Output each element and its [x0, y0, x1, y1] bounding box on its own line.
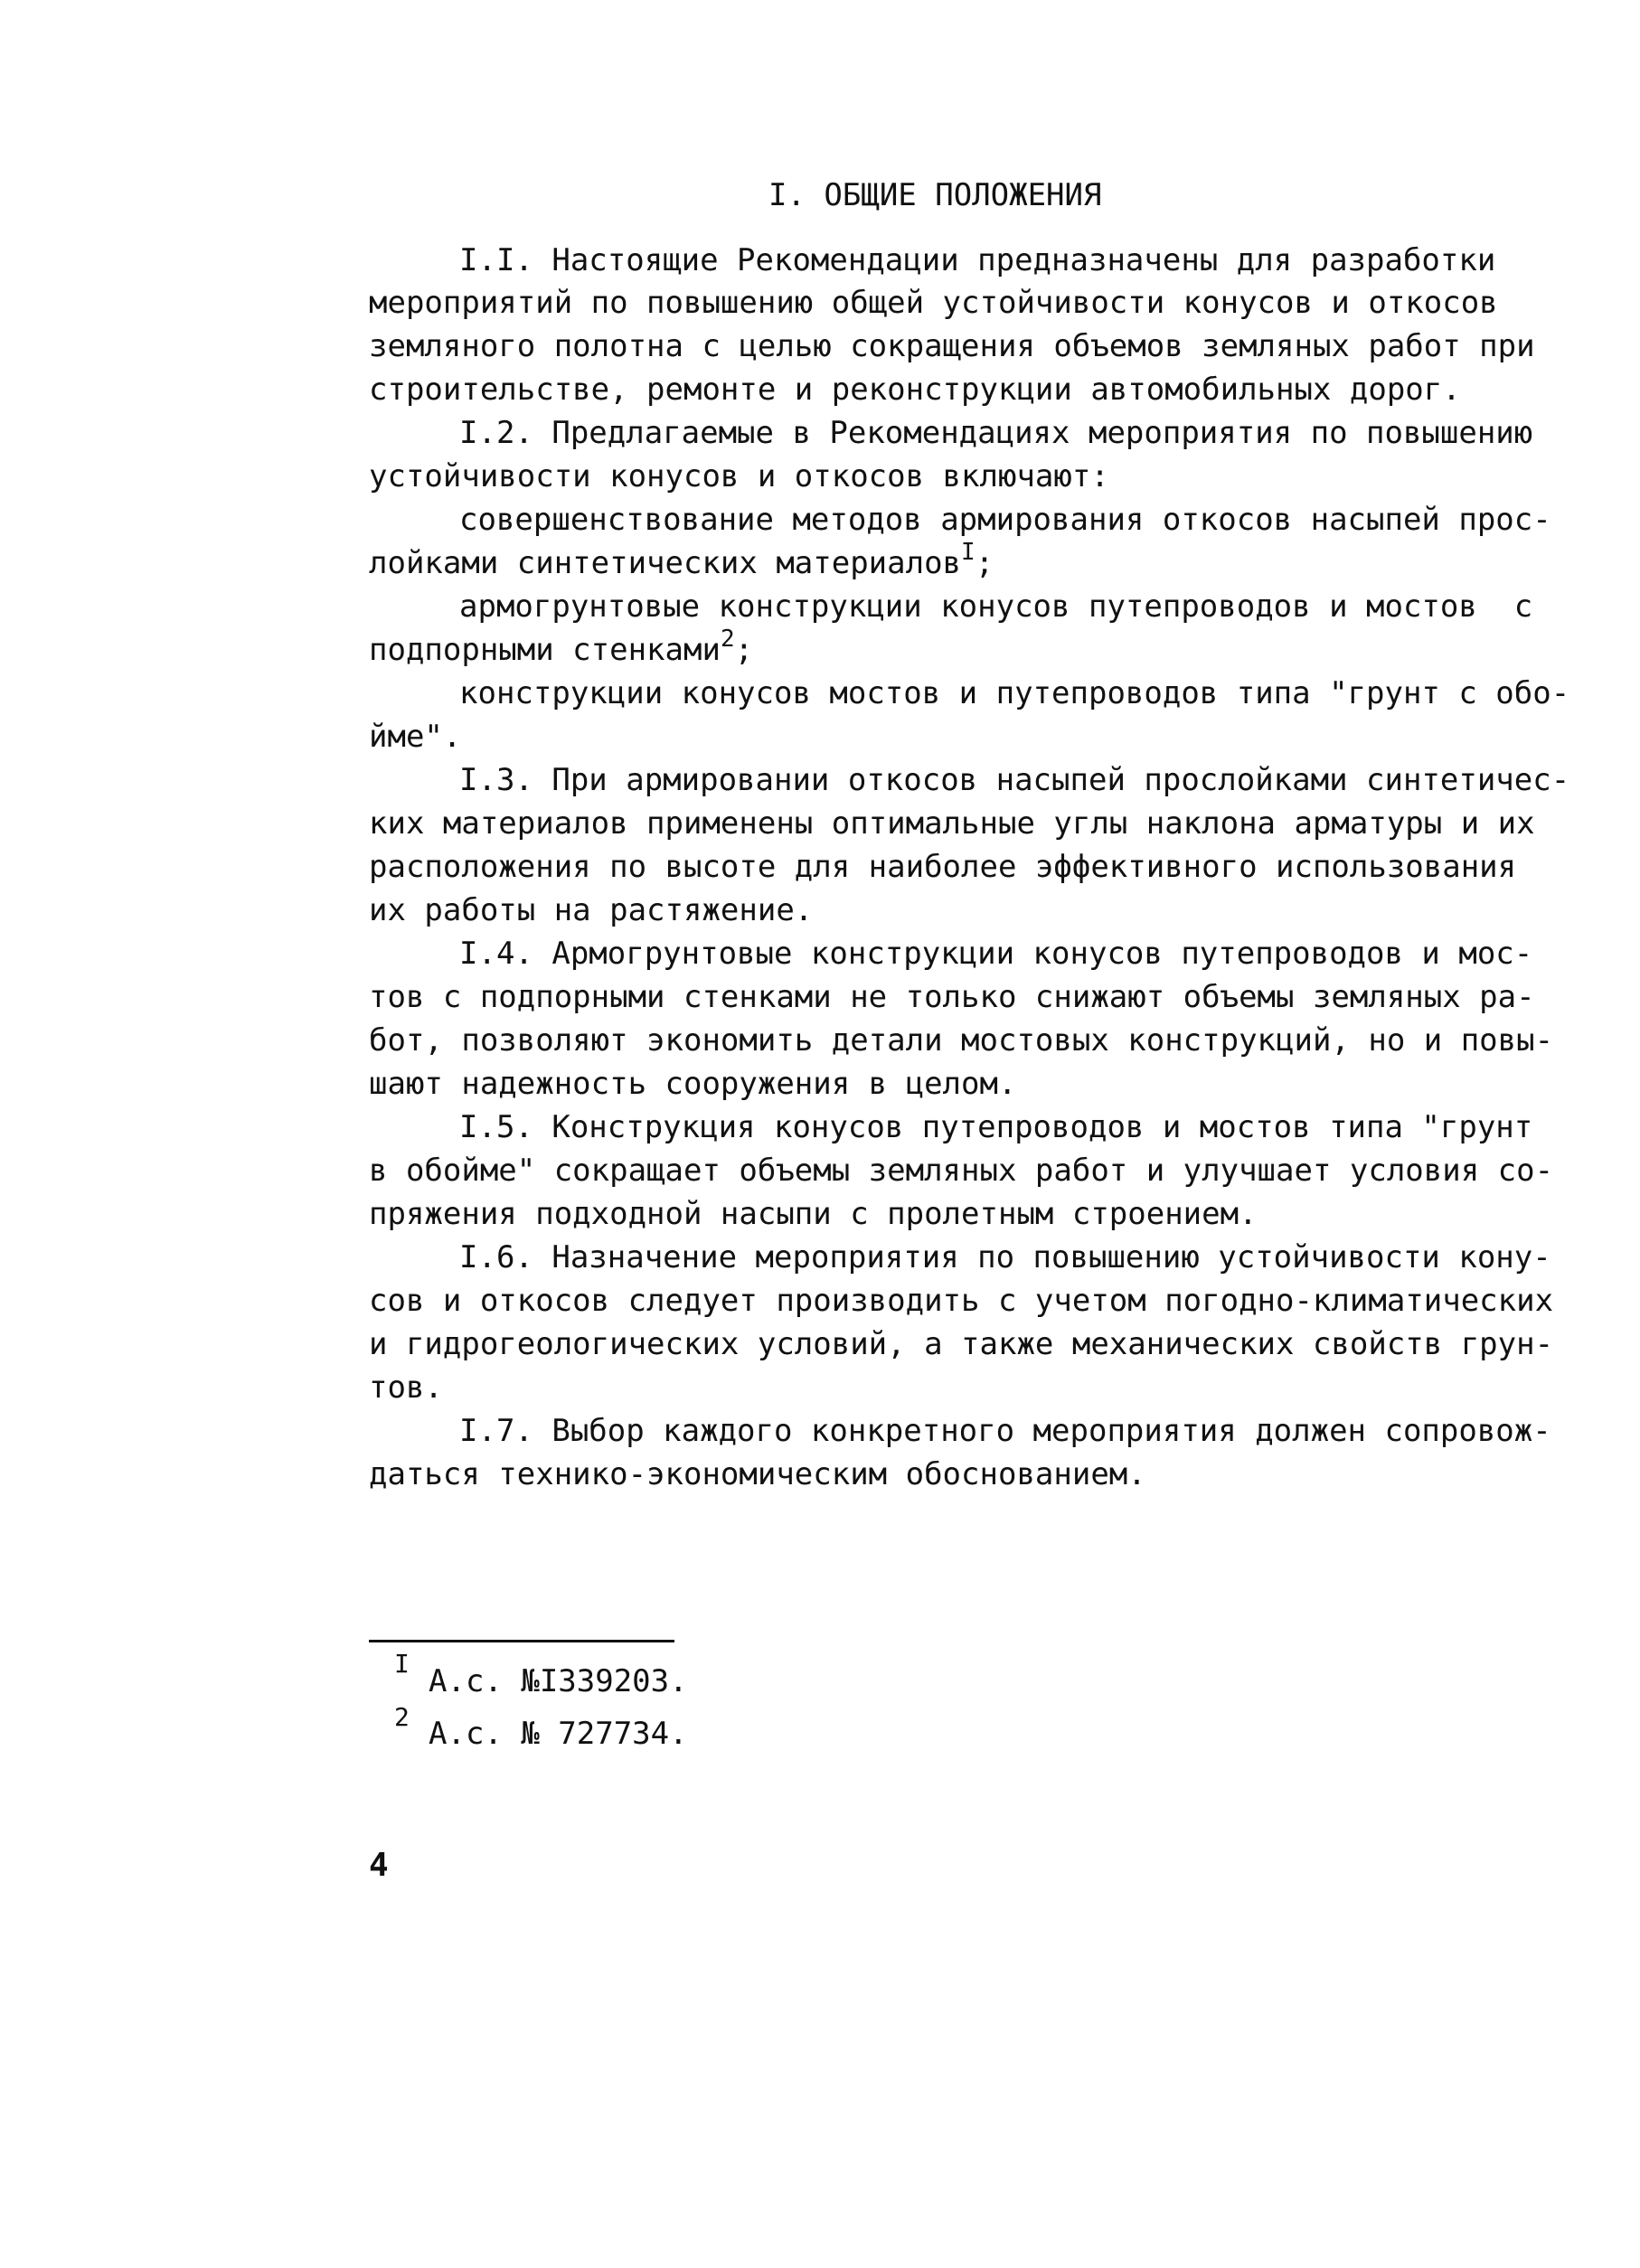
paragraph-1-7-line: даться технико-экономическим обоснованием.: [369, 1456, 1146, 1492]
footnote-divider: [369, 1640, 674, 1642]
list-item-3-line: йме".: [369, 719, 462, 755]
list-item-1-tail: ;: [975, 545, 994, 581]
paragraph-1-2-line: устойчивости конусов и откосов включают:: [369, 458, 1109, 494]
paragraph-1-3-line: их работы на растяжение.: [369, 892, 814, 928]
paragraph-1-2-line: I.2. Предлагаемые в Рекомендациях мероприятия по повышению: [459, 415, 1533, 451]
footnote-2-text: А.с. № 727734.: [429, 1716, 688, 1752]
paragraph-1-6-line: тов.: [369, 1369, 443, 1406]
paragraph-1-4-line: бот, позволяют экономить детали мостовых конструкций, но и повы-: [369, 1022, 1554, 1059]
paragraph-1-4-line: I.4. Армогрунтовые конструкции конусов путепроводов и мос-: [459, 936, 1533, 972]
paragraph-1-3-line: ких материалов применены оптимальные углы наклона арматуры и их: [369, 805, 1535, 842]
footnote-2-mark: 2: [394, 1702, 410, 1732]
footnote-1-mark: I: [394, 1649, 410, 1679]
list-item-1-line: совершенствование методов армирования откосов насыпей прос-: [459, 502, 1551, 538]
section-title: I. ОБЩИЕ ПОЛОЖЕНИЯ: [768, 177, 1102, 213]
paragraph-1-5-line: пряжения подходной насыпи с пролетным строением.: [369, 1196, 1258, 1232]
paragraph-1-1-line: мероприятий по повышению общей устойчивости конусов и откосов: [369, 285, 1498, 321]
paragraph-1-5-line: в обойме" сокращает объемы земляных работ и улучшает условия со-: [369, 1153, 1554, 1189]
paragraph-1-6-line: I.6. Назначение мероприятия по повышению устойчивости кону-: [459, 1239, 1551, 1275]
footnote-ref-2: 2: [720, 626, 735, 653]
paragraph-1-3-line: расположения по высоте для наиболее эффективного использования: [369, 849, 1517, 885]
paragraph-1-4-line: тов с подпорными стенками не только снижают объемы земляных ра-: [369, 979, 1535, 1015]
paragraph-1-6-line: сов и откосов следует производить с учетом погодно-климатических: [369, 1283, 1554, 1319]
list-item-2-text: подпорными стенками: [369, 632, 721, 668]
list-item-3-line: конструкции конусов мостов и путепроводов типа "грунт с обо-: [459, 675, 1570, 711]
paragraph-1-1-line: строительстве, ремонте и реконструкции автомобильных дорог.: [369, 372, 1461, 408]
footnote-ref-1: I: [961, 539, 976, 566]
list-item-1-text: лойками синтетических материалов: [369, 545, 962, 581]
paragraph-1-6-line: и гидрогеологических условий, а также механических свойств грун-: [369, 1326, 1554, 1362]
paragraph-1-7-line: I.7. Выбор каждого конкретного мероприятия должен сопровож-: [459, 1413, 1551, 1449]
paragraph-1-1-line: I.I. Настоящие Рекомендации предназначены для разработки: [459, 242, 1496, 278]
page-number: 4: [369, 1847, 389, 1884]
paragraph-1-3-line: I.3. При армировании откосов насыпей прослойками синтетичес-: [459, 762, 1570, 798]
list-item-2-tail: ;: [734, 632, 754, 668]
paragraph-1-1-line: земляного полотна с целью сокращения объемов земляных работ при: [369, 328, 1535, 364]
list-item-1-line: [369, 539, 994, 581]
paragraph-1-5-line: I.5. Конструкция конусов путепроводов и мостов типа "грунт: [459, 1109, 1533, 1145]
list-item-2-line: [369, 626, 754, 668]
paragraph-1-4-line: шают надежность сооружения в целом.: [369, 1066, 1017, 1102]
list-item-2-line: армогрунтовые конструкции конусов путепроводов и мостов с: [459, 588, 1533, 625]
footnote-1-text: А.с. №I339203.: [429, 1663, 688, 1699]
